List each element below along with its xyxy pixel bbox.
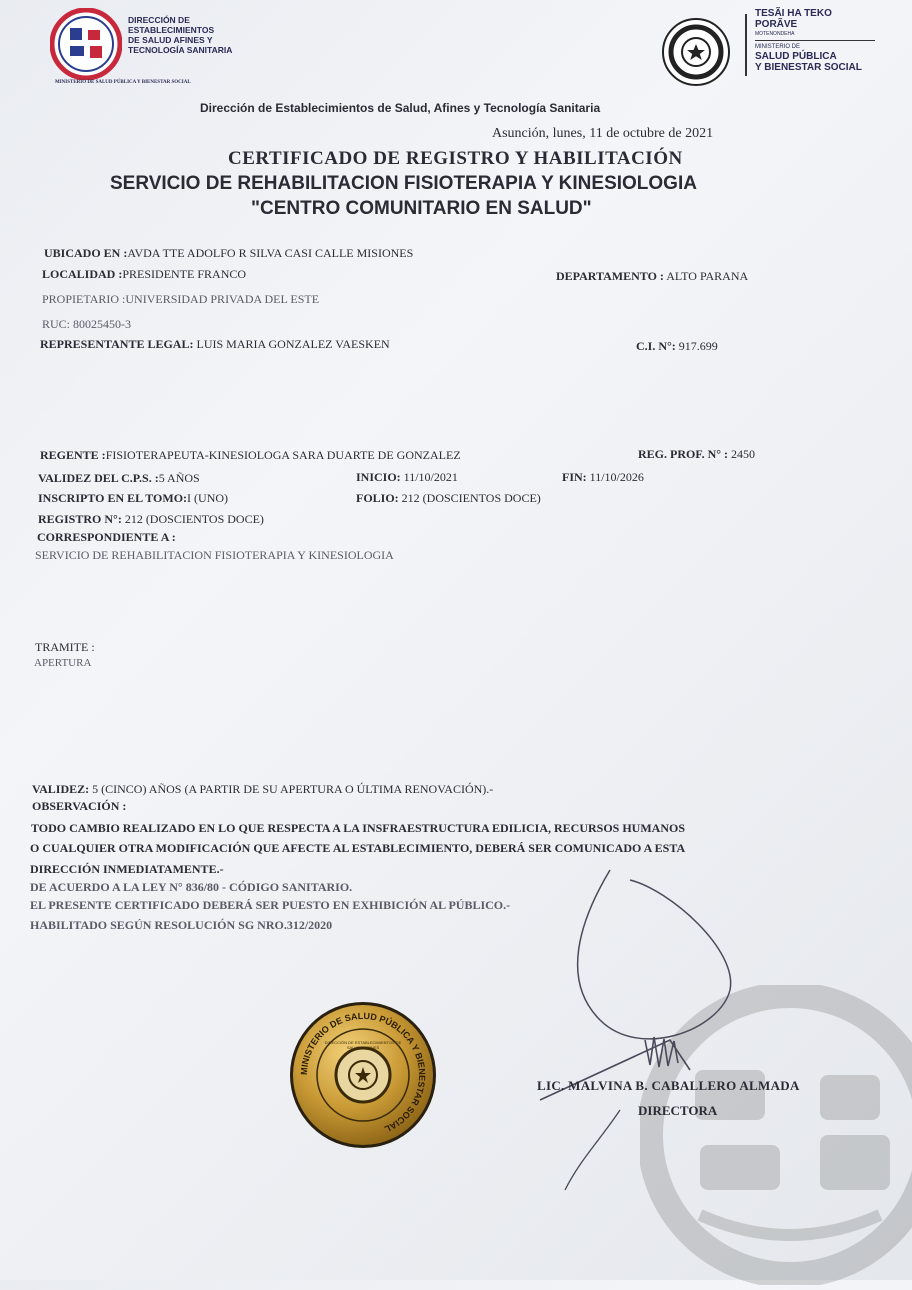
validez-label: VALIDEZ:: [32, 782, 90, 796]
tramite-value: APERTURA: [34, 657, 92, 669]
representante-value: LUIS MARIA GONZALEZ VAESKEN: [196, 337, 390, 351]
propietario-row: [42, 292, 319, 307]
observacion-line-3: DIRECCIÓN INMEDIATAMENTE.-: [30, 862, 224, 876]
seal-ring-text: MINISTERIO DE SALUD PÚBLICA Y BIENESTAR SOCIAL: [298, 1010, 428, 1135]
right-logo-text: [755, 8, 875, 73]
tomo-row: [38, 491, 228, 506]
resolucion-line: HABILITADO SEGÚN RESOLUCIÓN SG NRO.312/2020: [30, 918, 333, 932]
official-gold-seal: [288, 1000, 438, 1150]
ubicado-label: UBICADO EN :: [44, 246, 128, 260]
date-line: Asunción, lunes, 11 de octubre de 2021: [492, 126, 714, 141]
signatory-title: DIRECTORA: [638, 1103, 718, 1118]
left-logo: [50, 8, 122, 80]
inicio-label: INICIO:: [356, 470, 401, 484]
logo-divider: [755, 40, 875, 41]
directorate-emblem-icon: [50, 8, 122, 80]
logo-line: MINISTERIO DE: [755, 44, 801, 50]
folio-value: 212 (DOSCIENTOS DOCE): [401, 491, 541, 505]
service-title: SERVICIO DE REHABILITACION FISIOTERAPIA Y KINESIOLOGIA: [110, 173, 697, 194]
regente-value: FISIOTERAPEUTA-KINESIOLOGA SARA DUARTE DE GONZALEZ: [105, 448, 461, 462]
logo-line: SALUD PÚBLICA: [755, 51, 837, 62]
localidad-value: PRESIDENTE FRANCO: [122, 267, 247, 281]
ci-value: 917.699: [678, 339, 718, 353]
inicio-value: 11/10/2021: [403, 470, 458, 484]
inicio-row: [356, 470, 458, 485]
right-logo-divider: [745, 14, 747, 76]
regente-label: REGENTE :: [40, 448, 106, 462]
regente-row: [40, 448, 461, 463]
logo-line: TECNOLOGÍA SANITARIA: [128, 45, 233, 55]
registro-value: 212 (DOSCIENTOS DOCE): [124, 512, 264, 526]
observacion-line-1: TODO CAMBIO REALIZADO EN LO QUE RESPECTA A LA INSFRAESTRUCTURA EDILICIA, RECURSOS HUMANOS: [31, 821, 686, 835]
left-logo-text: [128, 15, 232, 55]
ubicado-row: [44, 246, 413, 261]
observacion-label: OBSERVACIÓN :: [32, 799, 127, 813]
regprof-value: 2450: [731, 447, 756, 461]
direction-line: Dirección de Establecimientos de Salud, Afines y Tecnología Sanitaria: [200, 101, 601, 115]
signatory-name: LIC. MALVINA B. CABALLERO ALMADA: [537, 1078, 800, 1093]
logo-line: DE SALUD AFINES Y: [128, 35, 213, 45]
validez-cps-value: 5 AÑOS: [158, 471, 200, 485]
national-seal: [660, 16, 732, 88]
ruc-row: [42, 317, 131, 332]
validez-value: 5 (CINCO) AÑOS (A PARTIR DE SU APERTURA O ÚLTIMA RENOVACIÓN).-: [92, 782, 494, 796]
logo-line: MOTENONDEHA: [755, 31, 795, 37]
fin-value: 11/10/2026: [589, 470, 644, 484]
localidad-label: LOCALIDAD :: [42, 267, 123, 281]
ley-line: DE ACUERDO A LA LEY N° 836/80 - CÓDIGO SANITARIO.: [30, 880, 353, 894]
left-ministry-line: MINISTERIO DE SALUD PÚBLICA Y BIENESTAR SOCIAL: [55, 80, 191, 85]
fin-label: FIN:: [562, 470, 587, 484]
center-name-title: "CENTRO COMUNITARIO EN SALUD": [251, 198, 592, 219]
departamento-row: [556, 269, 748, 284]
certificate-title: CERTIFICADO DE REGISTRO Y HABILITACIÓN: [228, 148, 683, 169]
registro-label: REGISTRO N°:: [38, 512, 122, 526]
correspondiente-value: SERVICIO DE REHABILITACION FISIOTERAPIA Y KINESIOLOGIA: [35, 548, 394, 562]
logo-line: DIRECCIÓN DE: [128, 15, 190, 25]
localidad-row: [42, 267, 246, 282]
representante-row: [40, 337, 390, 352]
tomo-label: INSCRIPTO EN EL TOMO:: [38, 491, 188, 505]
tomo-value: I (UNO): [187, 491, 229, 505]
exhibicion-line: EL PRESENTE CERTIFICADO DEBERÁ SER PUESTO EN EXHIBICIÓN AL PÚBLICO.-: [30, 898, 511, 912]
logo-line: TESÃI HA TEKO: [755, 8, 832, 19]
folio-label: FOLIO:: [356, 491, 399, 505]
national-coat-of-arms-icon: [660, 16, 732, 88]
propietario-label: PROPIETARIO :: [42, 292, 126, 306]
signature-icon: [520, 860, 760, 1200]
departamento-value: ALTO PARANA: [666, 269, 749, 283]
tramite-label: TRAMITE :: [35, 640, 95, 654]
departamento-label: DEPARTAMENTO :: [556, 269, 664, 283]
regprof-row: [638, 447, 755, 462]
logo-line: PORÃVE: [755, 19, 798, 30]
validez-cps-label: VALIDEZ DEL C.P.S. :: [38, 471, 159, 485]
folio-row: [356, 491, 541, 506]
ci-row: [636, 339, 718, 354]
ruc-label: RUC:: [42, 317, 71, 331]
logo-line: ESTABLECIMIENTOS: [128, 25, 215, 35]
ci-label: C.I. N°:: [636, 339, 676, 353]
regprof-label: REG. PROF. N° :: [638, 447, 729, 461]
representante-label: REPRESENTANTE LEGAL:: [40, 337, 194, 351]
seal-inner-text: DIRECCIÓN DE ESTABLECIMIENTOS DE SALUD Y AFINES: [324, 1040, 402, 1050]
logo-line: Y BIENESTAR SOCIAL: [755, 62, 862, 73]
ruc-value: 80025450-3: [73, 317, 132, 331]
propietario-value: UNIVERSIDAD PRIVADA DEL ESTE: [125, 292, 320, 306]
ministry-seal-icon: [288, 1000, 438, 1150]
correspondiente-label: CORRESPONDIENTE A :: [37, 530, 176, 544]
validez-row: [32, 782, 493, 797]
fin-row: [562, 470, 644, 485]
ubicado-value: AVDA TTE ADOLFO R SILVA CASI CALLE MISIONES: [127, 246, 414, 260]
validez-cps-row: [38, 471, 200, 486]
registro-row: [38, 512, 264, 527]
observacion-line-2: O CUALQUIER OTRA MODIFICACIÓN QUE AFECTE AL ESTABLECIMIENTO, DEBERÁ SER COMUNICADO A ESTA: [30, 841, 686, 855]
